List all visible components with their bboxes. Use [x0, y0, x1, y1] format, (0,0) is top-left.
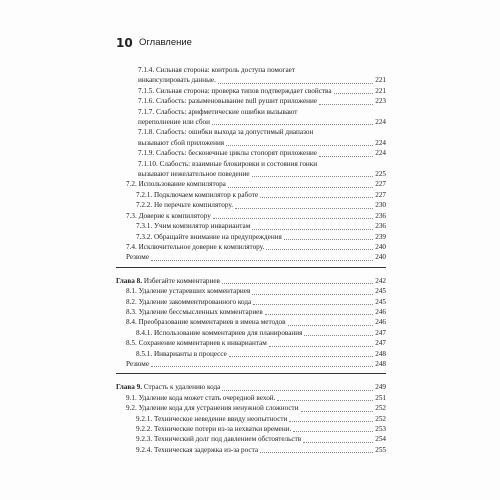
toc-entry-title: 7.1.6. Слабость: разыменовывание null рушит приложение: [138, 97, 318, 106]
toc-page-number: 255: [375, 445, 386, 454]
toc-page-number: 240: [375, 253, 386, 262]
page-number: 10: [116, 36, 133, 50]
toc-entry-title: 8.4. Преобразование комментариев в имена методов: [126, 318, 286, 327]
toc-page-number: 224: [375, 118, 386, 127]
toc-entry: [116, 65, 386, 86]
toc-entry: [116, 328, 386, 338]
dot-leader: [218, 83, 373, 84]
toc-chapter-entry: [116, 382, 386, 392]
toc-entry-title: Глава 8. Избегайте комментариев: [116, 276, 220, 285]
toc-entry: [116, 434, 386, 444]
dot-leader: [319, 104, 373, 105]
dot-leader: [260, 452, 373, 453]
dot-leader: [265, 314, 373, 315]
toc-entry-title: 9.2.1. Техническое неведение ввиду неопытности: [136, 414, 288, 423]
toc-page-number: 236: [375, 222, 386, 231]
dot-leader: [151, 366, 373, 367]
toc-entry: [116, 338, 386, 348]
toc-entry-title: 9.2.4. Техническая задержка из-за роста: [136, 445, 259, 454]
toc-entry: [116, 414, 386, 424]
toc-entry-title: переполнение или сбои: [138, 118, 210, 127]
toc-entry-title: 7.2.2. Не перечьте компилятору.: [136, 201, 234, 210]
dot-leader: [301, 411, 374, 412]
toc-entry: [116, 86, 386, 96]
toc-entry-title: 8.5.1. Инварианты в процессе: [136, 349, 227, 358]
toc-entry-title: 7.3.2. Обращайте внимание на предупреждения: [136, 232, 282, 241]
dot-leader: [228, 187, 373, 188]
dot-leader: [213, 218, 373, 219]
dot-leader: [222, 283, 373, 284]
toc-entry-title: Глава 9. Страсть к удалению кода: [116, 383, 221, 392]
dot-leader: [151, 260, 373, 261]
toc-entry: [116, 179, 386, 189]
toc-entry: [116, 190, 386, 200]
toc-entry: [116, 211, 386, 221]
dot-leader: [288, 325, 374, 326]
toc-entry-title: 7.1.5. Сильная сторона: проверка типов подтверждает свойства: [138, 86, 332, 95]
toc-entry: [116, 307, 386, 317]
dot-leader: [229, 356, 373, 357]
toc-entry: [116, 297, 386, 307]
dot-leader: [304, 335, 373, 336]
dot-leader: [319, 156, 373, 157]
toc-page-number: 249: [375, 383, 386, 392]
chapter-label: Глава 8.: [116, 276, 143, 285]
toc-page-number: 227: [375, 180, 386, 189]
toc-page-number: 227: [375, 190, 386, 199]
toc-page-number: 248: [375, 349, 386, 358]
dot-leader: [303, 442, 373, 443]
toc-entry: [116, 127, 386, 148]
toc-entry: [116, 445, 386, 455]
toc-entry-title: 7.2.1. Подключаем компилятор к работе: [136, 190, 259, 199]
toc-entry-title: инкапсулировать данные.: [138, 76, 216, 85]
toc-page-number: 245: [375, 297, 386, 306]
dot-leader: [252, 229, 373, 230]
toc-entry: [116, 221, 386, 231]
running-title: Оглавление: [139, 37, 192, 48]
toc-page-number: 248: [375, 359, 386, 368]
toc-page-number: 245: [375, 287, 386, 296]
toc-entry: [116, 200, 386, 210]
toc-entry-title: 7.4. Исключительное доверие к компилятору.: [126, 242, 265, 251]
toc-entry-title: 8.1. Удаление устаревших комментариев: [126, 287, 251, 296]
toc-page-number: 224: [375, 149, 386, 158]
toc-page-number: 224: [375, 138, 386, 147]
dot-leader: [277, 400, 373, 401]
toc-entry-title: 7.1.7. Слабость: арифметические ошибки вызывают: [138, 107, 298, 116]
toc-page-number: 221: [375, 86, 386, 95]
toc-entry: [116, 424, 386, 434]
toc-entry-title: Резюме: [126, 253, 150, 262]
toc-entry-title: 8.3. Удаление бессмысленных комментариев: [126, 307, 263, 316]
table-of-contents: [116, 65, 386, 455]
toc-entry-title: 8.2. Удаление закомментированного кода: [126, 297, 252, 306]
dot-leader: [334, 93, 374, 94]
chapter-label: Глава 9.: [116, 383, 143, 392]
toc-entry-title: 8.5. Сохранение комментариев к инвариантам: [126, 339, 267, 348]
toc-entry: [116, 393, 386, 403]
toc-entry-title: Резюме: [126, 359, 150, 368]
toc-chapter-entry: [116, 276, 386, 286]
toc-entry: [116, 232, 386, 242]
toc-entry: [116, 96, 386, 106]
dot-leader: [269, 346, 373, 347]
dot-leader: [252, 294, 373, 295]
toc-page-number: 246: [375, 307, 386, 316]
toc-page-number: 246: [375, 318, 386, 327]
toc-page-number: 254: [375, 435, 386, 444]
toc-entry-title: 9.1. Удаление кода может стать очередной вехой.: [126, 393, 276, 402]
toc-entry: [116, 159, 386, 180]
dot-leader: [266, 249, 373, 250]
dot-leader: [252, 176, 374, 177]
toc-page-number: 240: [375, 242, 386, 251]
toc-entry-title: 7.1.8. Слабость: ошибки выхода за допустимый диапазон: [138, 128, 314, 137]
toc-entry: [116, 148, 386, 158]
dot-leader: [293, 431, 373, 432]
toc-entry-title: вызывают нежелательное поведение: [138, 170, 250, 179]
dot-leader: [289, 421, 373, 422]
toc-page-number: 247: [375, 339, 386, 348]
toc-entry: [116, 242, 386, 252]
toc-entry-title: 7.1.4. Сильная сторона: контроль доступа помогает: [138, 66, 296, 74]
toc-entry: [116, 359, 386, 369]
toc-entry-title: вызывают сбой приложения: [138, 138, 225, 147]
toc-page-number: 230: [375, 201, 386, 210]
toc-page-number: 236: [375, 211, 386, 220]
toc-entry: [116, 107, 386, 128]
toc-entry-title: 9.2.2. Технические потери из-за нехватки времени.: [136, 425, 292, 433]
toc-page-number: 221: [375, 76, 386, 85]
toc-page-number: 252: [375, 414, 386, 423]
dot-leader: [284, 239, 373, 240]
toc-page-number: 253: [375, 425, 386, 433]
toc-entry-title: 7.2. Использование компилятора: [126, 180, 226, 189]
dot-leader: [235, 208, 373, 209]
toc-entry-title: 7.1.9. Слабость: бесконечные циклы стопорят приложение: [138, 149, 318, 158]
toc-entry: [116, 349, 386, 359]
toc-page-number: 225: [375, 170, 386, 179]
chapter-divider: [116, 373, 386, 374]
toc-entry: [116, 317, 386, 327]
toc-entry: [116, 403, 386, 413]
toc-entry-title: 9.2. Удаление кода для устранения ненужной сложности: [126, 404, 299, 413]
dot-leader: [260, 197, 373, 198]
toc-entry-title: 8.4.1. Использование комментариев для планирования: [136, 328, 303, 337]
dot-leader: [222, 390, 373, 391]
toc-page-number: 242: [375, 276, 386, 285]
toc-entry-title: 9.2.3. Технический долг под давлением обстоятельств: [136, 435, 302, 444]
dot-leader: [253, 304, 373, 305]
toc-page-number: 239: [375, 232, 386, 241]
dot-leader: [226, 145, 373, 146]
toc-page-number: 223: [375, 97, 386, 106]
toc-page-number: 251: [375, 393, 386, 402]
toc-entry-title: 7.3. Доверие к компилятору: [126, 211, 211, 220]
chapter-divider: [116, 267, 386, 268]
toc-entry: [116, 286, 386, 296]
toc-page-number: 247: [375, 328, 386, 337]
toc-entry-title: 7.3.1. Учим компилятор инвариантам: [136, 222, 251, 231]
toc-entry: [116, 252, 386, 262]
toc-page-number: 252: [375, 404, 386, 413]
toc-entry-title: 7.1.10. Слабость: взаимные блокировки и состояния гонки: [138, 159, 318, 168]
dot-leader: [212, 124, 373, 125]
